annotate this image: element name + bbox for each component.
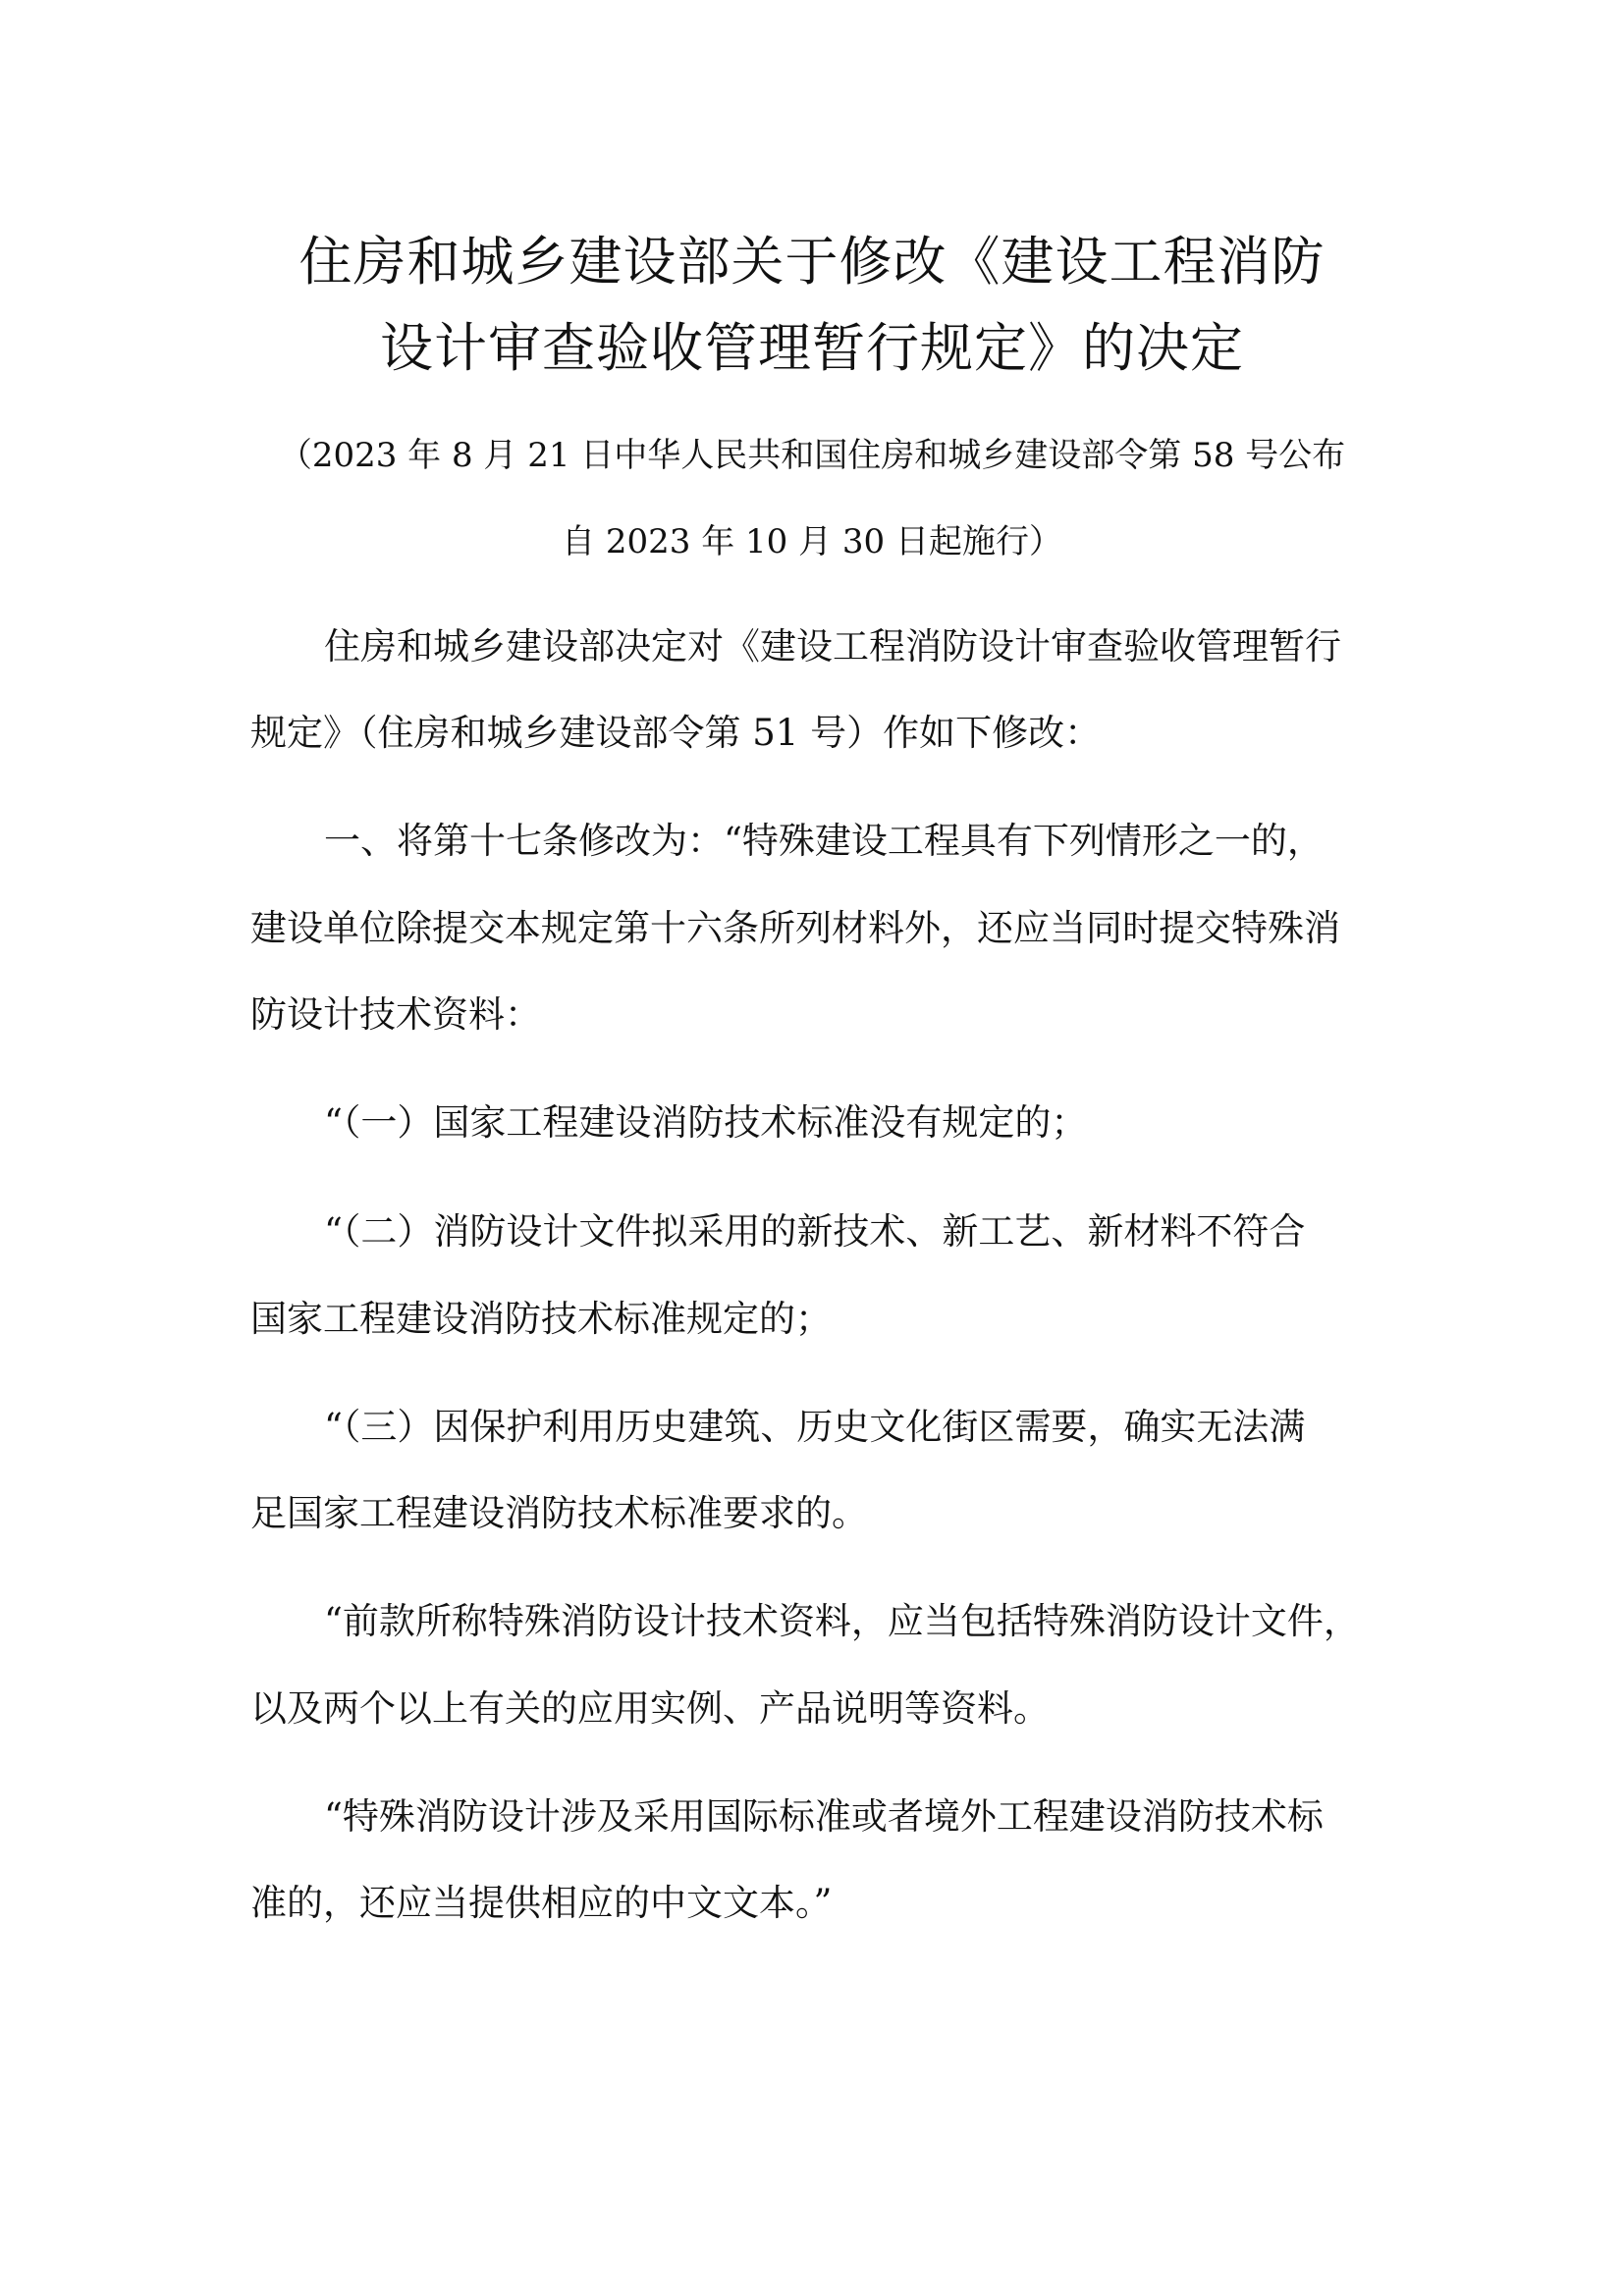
body-line: “（二）消防设计文件拟采用的新技术、新工艺、新材料不符合	[324, 1210, 1306, 1253]
body-line: 规定》（住房和城乡建设部令第 51 号）作如下修改：	[250, 712, 1102, 754]
promulgation-note-line-1: （2023 年 8 月 21 日中华人民共和国住房和城乡建设部令第 58 号公布	[278, 436, 1346, 475]
body-line: 建设单位除提交本规定第十六条所列材料外，还应当同时提交特殊消	[250, 907, 1340, 949]
document-title-line-2: 设计审查验收管理暂行规定》的决定	[380, 317, 1244, 379]
body-line: 准的，还应当提供相应的中文文本。”	[250, 1882, 833, 1924]
promulgation-note-line-2: 自 2023 年 10 月 30 日起施行）	[562, 522, 1062, 561]
body-line: 国家工程建设消防技术标准规定的；	[250, 1298, 832, 1340]
body-line: “前款所称特殊消防设计技术资料，应当包括特殊消防设计文件，	[324, 1600, 1360, 1642]
body-line: “（三）因保护利用历史建筑、历史文化街区需要，确实无法满	[324, 1406, 1306, 1448]
body-line: 一、将第十七条修改为：“特殊建设工程具有下列情形之一的，	[324, 820, 1324, 862]
document-title-line-1: 住房和城乡建设部关于修改《建设工程消防	[298, 231, 1326, 293]
body-line: 防设计技术资料：	[250, 993, 541, 1036]
body-line: 以及两个以上有关的应用实例、产品说明等资料。	[250, 1687, 1050, 1730]
body-line: “（一）国家工程建设消防技术标准没有规定的；	[324, 1101, 1088, 1144]
body-line: “特殊消防设计涉及采用国际标准或者境外工程建设消防技术标	[324, 1795, 1324, 1838]
body-line: 住房和城乡建设部决定对《建设工程消防设计审查验收管理暂行	[324, 625, 1341, 667]
body-line: 足国家工程建设消防技术标准要求的。	[250, 1492, 868, 1534]
